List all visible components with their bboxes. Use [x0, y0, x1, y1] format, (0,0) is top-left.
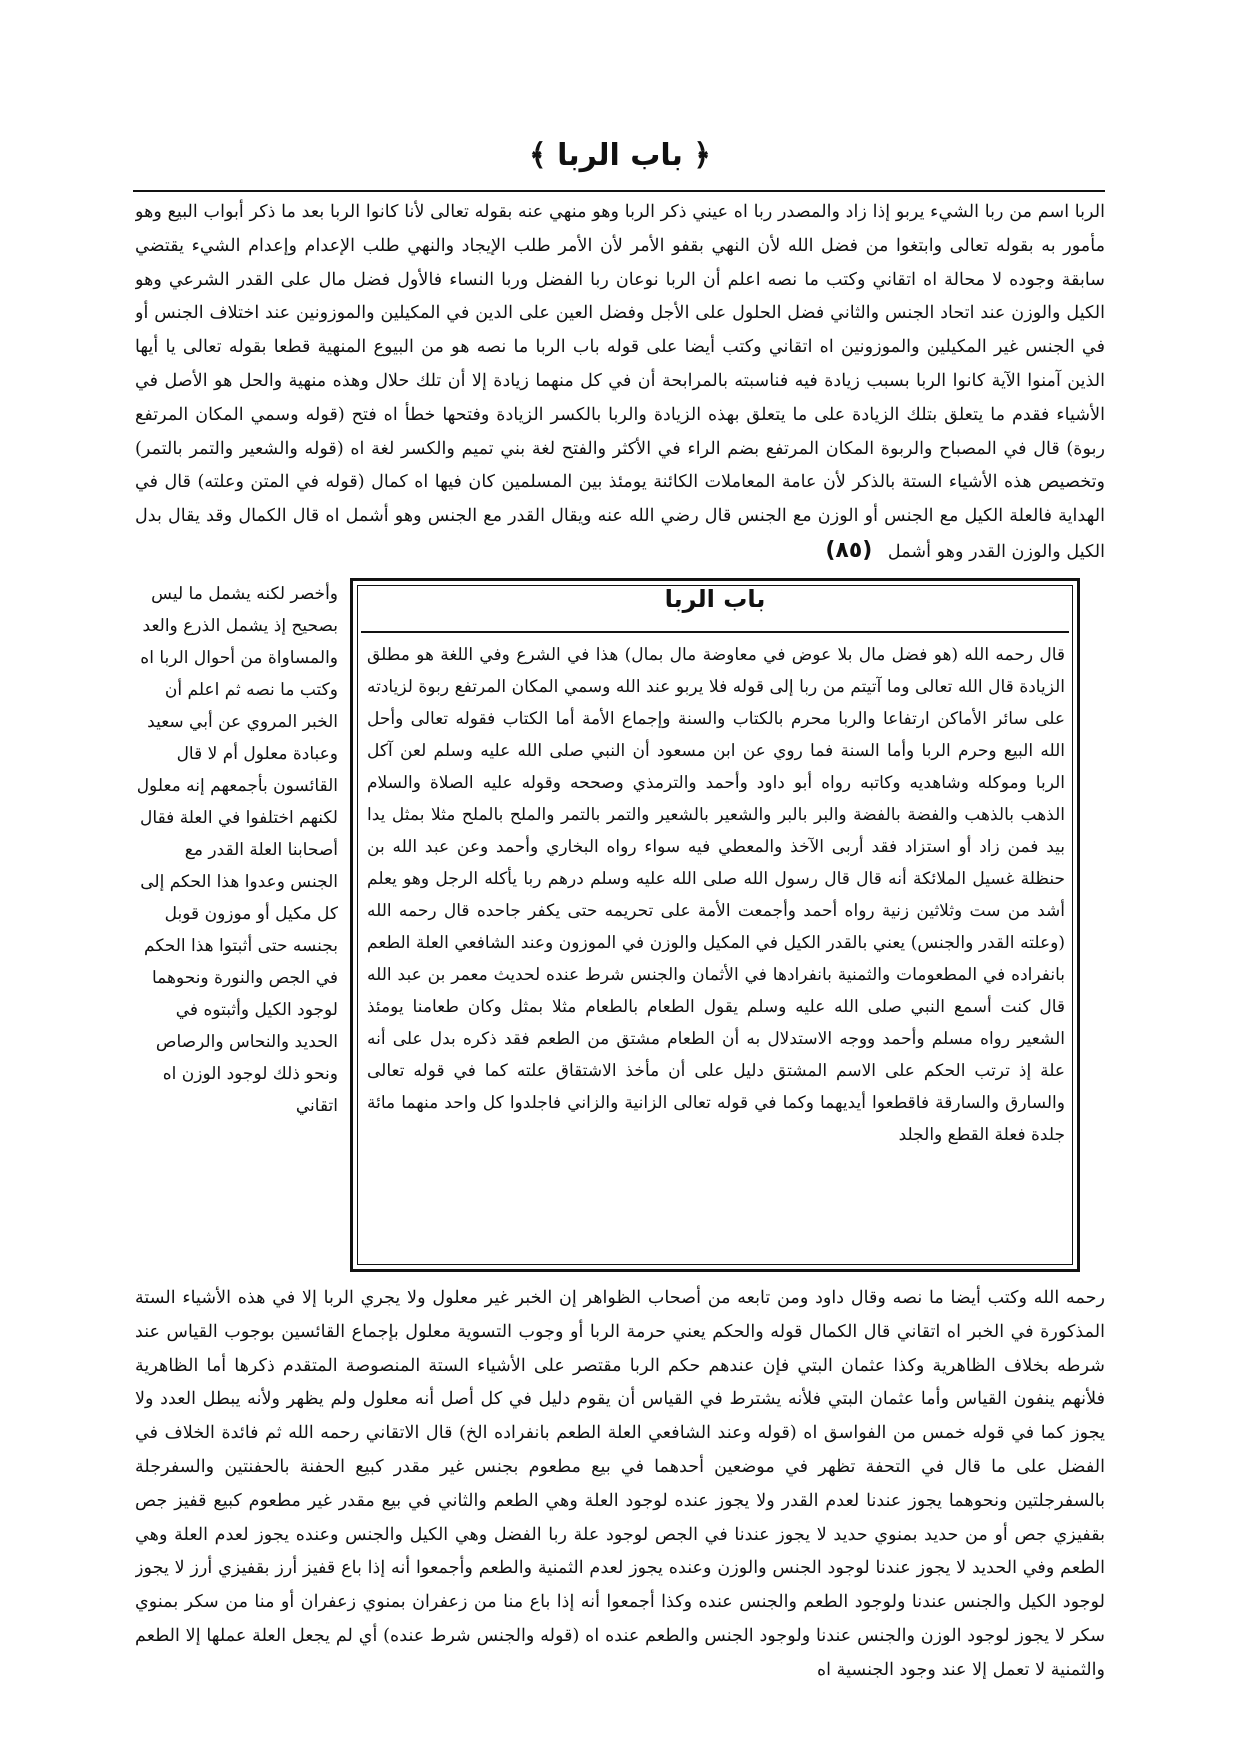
inner-title-divider — [361, 631, 1069, 633]
main-text-frame — [350, 578, 1080, 1272]
chapter-heading: ﴿ باب الربا ﴾ — [529, 138, 711, 173]
header-divider — [133, 190, 1105, 192]
inner-chapter-title: باب الربا — [664, 585, 766, 613]
top-commentary — [135, 196, 1105, 572]
main-text: قال رحمه الله (هو فضل مال بلا عوض في معاوضة مال بمال) هذا في الشرع وفي اللغة هو مطلق الزيادة قال الله تعالى وما آتيتم من ربا إلى قوله فلا يربو عند الله وسمي المكان المرتفع ربوة لزيادته على سائر الأماكن ارتفاعا والربا محرم بالكتاب والسنة وإجماع الأمة أما الكتاب فقوله تعالى وأحل الله البيع وحرم الربا وأما السنة فما روي عن ابن مسعود أن النبي صلى الله عليه وسلم لعن آكل الربا وموكله وشاهديه وكاتبه رواه أبو داود وأحمد والترمذي وصححه وقوله عليه الصلاة والسلام الذهب بالذهب والفضة بالفضة والبر بالبر والشعير بالشعير والتمر بالتمر والملح بالملح مثلا بمثل يدا بيد فمن زاد أو استزاد فقد أربى الآخذ والمعطي فيه سواء رواه البخاري وأحمد وعن عبد الله بن حنظلة غسيل الملائكة أنه قال قال رسول الله صلى الله عليه وسلم درهم ربا يأكله الرجل وهو يعلم أشد من ست وثلاثين زنية رواه أحمد وأجمعت الأمة على تحريمه حتى يكفر جاحده قال رحمه الله (وعلته القدر والجنس) يعني بالقدر الكيل في المكيل والوزن في الموزون وعند الشافعي العلة الطعم بانفراده في المطعومات والثمنية بانفرادها في الأثمان والجنس شرط عنده لحديث معمر بن عبد الله قال كنت أسمع النبي صلى الله عليه وسلم يقول الطعام بالطعام مثلا بمثل وكان طعامنا يومئذ الشعير رواه مسلم وأحمد ووجه الاستدلال به أن الطعام مشتق من الطعم فقد ذكره بدل على أنه علة إذ ترتب الحكم على الاسم المشتق دليل على أن مأخذ الاشتقاق علته كما في قوله تعالى والسارق والسارقة فاقطعوا أيديهما وكما في قوله تعالى الزانية والزاني فاجلدوا كل واحد منهما مائة جلدة فعلة القطع والجلد — [367, 645, 1065, 1145]
bottom-commentary: رحمه الله وكتب أيضا ما نصه وقال داود ومن تابعه من أصحاب الظواهر إن الخبر غير معلول ولا يجري الربا إلا في هذه الأشياء الستة المذكورة في الخبر اه اتقاني قال الكمال قوله والحكم يعني حرمة الربا أو وجوب التسوية معلول بإجماع القائسين بوجوب القياس عند شرطه بخلاف الظاهرية وكذا عثمان البتي فإن عندهم حكم الربا مقتصر على الأشياء الستة المنصوصة المتقدم ذكرها أما الظاهرية فلأنهم ينفون القياس وأما عثمان البتي فلأنه يشترط في القياس أن يقوم دليل في كل أصل أنه معلول ولم يظهر ولأنه يبطل العدد ولا يجوز كما في قوله خمس من الفواسق اه (قوله وعند الشافعي العلة الطعم بانفراده الخ) قال الاتقاني رحمه الله ثم فائدة الخلاف في الفضل على ما قال في التحفة تظهر في موضعين أحدهما في بيع مطعوم بجنس غير مقدر كبيع الحفنة بالحفنتين والسفرجلة بالسفرجلتين ونحوهما يجوز عندنا لعدم القدر ولا يجوز عنده لوجود العلة وهي الطعم والثاني في بيع مقدر غير مطعوم كبيع قفيز جص بقفيزي جص أو من حديد بمنوي حديد لا يجوز عندنا في الجص لوجود علة ربا الفضل وهي الكيل والجنس وعنده يجوز لعدم العلة وهي الطعم وفي الحديد لا يجوز عندنا لوجود الجنس والوزن وعنده يجوز لعدم الثمنية والطعم وأجمعوا أنه إذا باع قفيز أرز بقفيزي أرز لا يجوز لوجود الكيل والجنس عندنا ولوجود الطعم والجنس عنده وكذا أجمعوا أنه إذا باع منا من زعفران بمنوي زعفران أو منا من سكر بمنوي سكر لا يجوز لوجود الوزن والجنس عندنا ولوجود الجنس والطعم عنده اه (قوله والجنس شرط عنده) أي لم يجعل العلة عملها إلا الطعم والثمنية لا تعمل إلا عند وجود الجنسية اه — [135, 1288, 1105, 1680]
top-commentary-text: الربا اسم من ربا الشيء يربو إذا زاد والمصدر ربا اه عيني ذكر الربا وهو منهي عنه بقوله تعالى لأنا كانوا الربا بعد ما ذكر أبواب البيع وهو مأمور به بقوله تعالى وابتغوا من فضل الله لأن النهي بقفو الأمر لأن الأمر طلب الإيجاد والنهي طلب الإعدام وإعدام الشيء يقتضي سابقة وجوده لا محالة اه اتقاني وكتب ما نصه اعلم أن الربا نوعان ربا الفضل وربا النساء فالأول فضل مال على القدر الشرعي وهو الكيل والوزن عند اتحاد الجنس والثاني فضل الحلول على الأجل وفضل العين على الدين في المكيلين والموزونين عند اختلاف الجنس أو في الجنس غير المكيلين والموزونين اه اتقاني وكتب أيضا على قوله باب الربا ما نصه هو من البيوع المنهية قطعا بقوله تعالى يا أيها الذين آمنوا الآية كانوا الربا بسبب زيادة فيه فناسبته بالمرابحة أن في كل منهما زيادة إلا أن تلك حلال وهذه منهية والحل هو الأصل في الأشياء فقدم ما يتعلق بتلك الزيادة على ما يتعلق بهذه الزيادة والربا بالكسر الزيادة وفتحها خطأ اه فتح (قوله وسمي المكان المرتفع ربوة) قال في المصباح والربوة المكان المرتفع بضم الراء في الأكثر والفتح لغة بني تميم والكسر لغة اه (قوله والشعير والتمر بالتمر) وتخصيص هذه الأشياء الستة بالذكر لأن عامة المعاملات الكائنة يومئذ بين المسلمين كان فيها اه كمال (قوله في المتن وعلته) قال في الهداية فالعلة الكيل مع الجنس أو الوزن مع الجنس قال رضي الله عنه ويقال القدر مع الجنس وهو أشمل اه قال الكمال وقد يقال بدل الكيل والوزن القدر وهو أشمل — [135, 202, 1105, 562]
side-commentary: وأخصر لكنه يشمل ما ليس بصحيح إذ يشمل الذرع والعد والمساواة من أحوال الربا اه وكتب ما نصه ثم اعلم أن الخبر المروي عن أبي سعيد وعبادة معلول أم لا قال القائسون بأجمعهم إنه معلول لكنهم اختلفوا في العلة فقال أصحابنا العلة القدر مع الجنس وعدوا هذا الحكم إلى كل مكيل أو موزون قوبل بجنسه حتى أثبتوا هذا الحكم في الجص والنورة ونحوهما لوجود الكيل وأثبتوه في الحديد والنحاس والرصاص ونحو ذلك لوجود الوزن اه اتقاني — [136, 584, 338, 1116]
page-number: (٨٥) — [825, 537, 873, 563]
